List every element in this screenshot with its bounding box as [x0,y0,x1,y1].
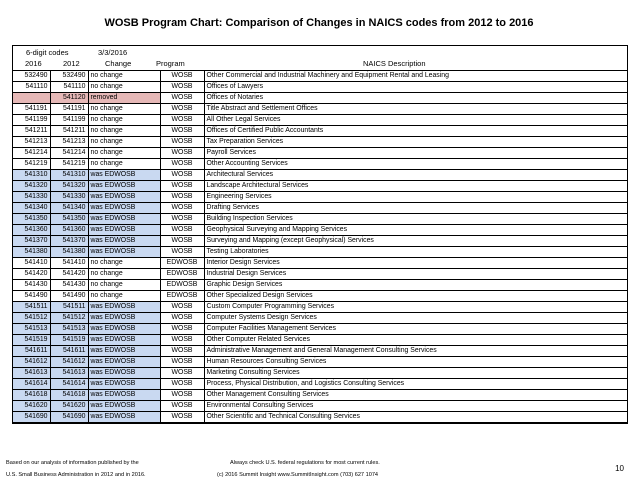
program-cell: EDWOSB [160,280,204,291]
code-2012-cell: 541320 [50,181,88,192]
code-2016-cell: 541613 [13,368,50,379]
code-2012-cell: 541612 [50,357,88,368]
change-cell: was EDWOSB [88,335,160,346]
code-2012-cell: 541120 [50,93,88,104]
code-2012-cell: 541614 [50,379,88,390]
code-2016-cell: 541380 [13,247,50,258]
code-2016-cell: 541320 [13,181,50,192]
code-2016-cell: 541490 [13,291,50,302]
program-cell: WOSB [160,236,204,247]
codes-label: 6-digit codes [26,48,69,57]
program-cell: EDWOSB [160,258,204,269]
description-cell: Administrative Management and General Management Consulting Services [204,346,627,357]
table-row [13,335,627,346]
program-cell: WOSB [160,357,204,368]
code-2016-cell: 541614 [13,379,50,390]
change-cell: was EDWOSB [88,401,160,412]
col-2016-header: 2016 [25,59,42,68]
description-cell: Human Resources Consulting Services [204,357,627,368]
table-row [13,192,627,203]
description-cell: Offices of Certified Public Accountants [204,126,627,137]
change-cell: no change [88,159,160,170]
program-cell: WOSB [160,203,204,214]
program-cell: WOSB [160,368,204,379]
table-row [13,368,627,379]
table-row [13,214,627,225]
code-2016-cell: 541519 [13,335,50,346]
code-2012-cell: 541513 [50,324,88,335]
col-2012-header: 2012 [63,59,80,68]
description-cell: Engineering Services [204,192,627,203]
description-cell: Computer Facilities Management Services [204,324,627,335]
table-row [13,412,627,423]
description-cell: Payroll Services [204,148,627,159]
table-row [13,203,627,214]
change-cell: was EDWOSB [88,214,160,225]
table-header [13,46,627,71]
description-cell: Surveying and Mapping (except Geophysical) Services [204,236,627,247]
program-cell: WOSB [160,225,204,236]
description-cell: Environmental Consulting Services [204,401,627,412]
code-2012-cell: 541690 [50,412,88,423]
change-cell: was EDWOSB [88,203,160,214]
code-2012-cell: 541618 [50,390,88,401]
description-cell: Offices of Lawyers [204,82,627,93]
description-cell: Other Specialized Design Services [204,291,627,302]
code-2012-cell: 532490 [50,71,88,82]
description-cell: All Other Legal Services [204,115,627,126]
footer-copyright: (c) 2016 Summit Insight www.SummitInsight.com (703) 627 1074 [217,472,379,478]
code-2012-cell: 541350 [50,214,88,225]
code-2012-cell: 541211 [50,126,88,137]
code-2016-cell: 541213 [13,137,50,148]
description-cell: Offices of Notaries [204,93,627,104]
description-cell: Industrial Design Services [204,269,627,280]
table-row [13,93,627,104]
code-2016-cell: 541191 [13,104,50,115]
change-cell: was EDWOSB [88,346,160,357]
code-2012-cell: 541410 [50,258,88,269]
code-2016-cell: 541512 [13,313,50,324]
program-cell: WOSB [160,346,204,357]
table-row [13,302,627,313]
code-2016-cell: 541199 [13,115,50,126]
description-cell: Landscape Architectural Services [204,181,627,192]
code-2012-cell: 541611 [50,346,88,357]
program-cell: WOSB [160,148,204,159]
code-2012-cell: 541380 [50,247,88,258]
description-cell: Building Inspection Services [204,214,627,225]
page-title: WOSB Program Chart: Comparison of Changes in NAICS codes from 2012 to 2016 [104,17,534,29]
code-2012-cell: 541213 [50,137,88,148]
program-cell: WOSB [160,104,204,115]
code-2016-cell: 541330 [13,192,50,203]
program-cell: WOSB [160,247,204,258]
description-cell: Testing Laboratories [204,247,627,258]
description-cell: Title Abstract and Settlement Offices [204,104,627,115]
program-cell: WOSB [160,115,204,126]
code-2016-cell [13,93,50,104]
table-row [13,115,627,126]
change-cell: no change [88,291,160,302]
program-cell: WOSB [160,379,204,390]
change-cell: was EDWOSB [88,170,160,181]
description-cell: Other Scientific and Technical Consulting Services [204,412,627,423]
program-cell: WOSB [160,313,204,324]
change-cell: no change [88,104,160,115]
change-cell: was EDWOSB [88,324,160,335]
table-row [13,313,627,324]
program-cell: WOSB [160,412,204,423]
change-cell: removed [88,93,160,104]
change-cell: no change [88,82,160,93]
description-cell: Graphic Design Services [204,280,627,291]
code-2016-cell: 541511 [13,302,50,313]
code-2016-cell: 541430 [13,280,50,291]
naics-table-sheet [12,45,628,424]
change-cell: no change [88,269,160,280]
code-2016-cell: 541612 [13,357,50,368]
table-row [13,137,627,148]
code-2016-cell: 541310 [13,170,50,181]
description-cell: Marketing Consulting Services [204,368,627,379]
code-2012-cell: 541613 [50,368,88,379]
code-2012-cell: 541511 [50,302,88,313]
code-2016-cell: 541214 [13,148,50,159]
table-row [13,247,627,258]
table-row [13,236,627,247]
col-change-header: Change [105,59,132,68]
program-cell: WOSB [160,137,204,148]
program-cell: WOSB [160,71,204,82]
change-cell: was EDWOSB [88,379,160,390]
table-row [13,225,627,236]
program-cell: WOSB [160,324,204,335]
change-cell: was EDWOSB [88,247,160,258]
change-cell: no change [88,137,160,148]
code-2012-cell: 541370 [50,236,88,247]
table-row [13,159,627,170]
program-cell: WOSB [160,192,204,203]
footer-disclaimer: Always check U.S. federal regulations for most current rules. [230,460,380,466]
table-row [13,71,627,82]
code-2012-cell: 541191 [50,104,88,115]
code-2012-cell: 541340 [50,203,88,214]
code-2016-cell: 541690 [13,412,50,423]
change-cell: no change [88,126,160,137]
program-cell: WOSB [160,302,204,313]
code-2016-cell: 541618 [13,390,50,401]
description-cell: Other Commercial and Industrial Machinery and Equipment Rental and Leasing [204,71,627,82]
code-2012-cell: 541199 [50,115,88,126]
code-2016-cell: 541211 [13,126,50,137]
change-cell: no change [88,280,160,291]
code-2016-cell: 541110 [13,82,50,93]
table-row [13,379,627,390]
table-row [13,170,627,181]
program-cell: WOSB [160,82,204,93]
description-cell: Drafting Services [204,203,627,214]
code-2012-cell: 541420 [50,269,88,280]
table-row [13,401,627,412]
change-cell: was EDWOSB [88,225,160,236]
program-cell: WOSB [160,181,204,192]
table-row [13,280,627,291]
change-cell: was EDWOSB [88,390,160,401]
page-number: 10 [615,464,624,473]
code-2012-cell: 541360 [50,225,88,236]
code-2016-cell: 541410 [13,258,50,269]
code-2012-cell: 541490 [50,291,88,302]
description-cell: Custom Computer Programming Services [204,302,627,313]
description-cell: Other Management Consulting Services [204,390,627,401]
table-row [13,148,627,159]
table-row [13,324,627,335]
code-2012-cell: 541620 [50,401,88,412]
code-2016-cell: 541360 [13,225,50,236]
program-cell: WOSB [160,214,204,225]
change-cell: no change [88,115,160,126]
change-cell: was EDWOSB [88,412,160,423]
code-2016-cell: 541420 [13,269,50,280]
program-cell: WOSB [160,126,204,137]
program-cell: WOSB [160,401,204,412]
code-2012-cell: 541430 [50,280,88,291]
code-2012-cell: 541110 [50,82,88,93]
code-2016-cell: 541513 [13,324,50,335]
change-cell: was EDWOSB [88,313,160,324]
table-row [13,346,627,357]
footer-source-line2: U.S. Small Business Administration in 2012 and in 2016. [6,472,146,478]
description-cell: Computer Systems Design Services [204,313,627,324]
table-row [13,258,627,269]
code-2012-cell: 541219 [50,159,88,170]
col-program-header: Program [156,59,185,68]
code-2016-cell: 541350 [13,214,50,225]
table-row [13,82,627,93]
table-row [13,357,627,368]
table-row [13,104,627,115]
change-cell: was EDWOSB [88,181,160,192]
code-2016-cell: 541620 [13,401,50,412]
change-cell: no change [88,71,160,82]
table-row [13,126,627,137]
col-desc-header: NAICS Description [363,59,426,68]
footer-source-line1: Based on our analysis of information published by the [6,460,139,466]
change-cell: was EDWOSB [88,368,160,379]
description-cell: Geophysical Surveying and Mapping Services [204,225,627,236]
date-label: 3/3/2016 [98,48,128,57]
code-2012-cell: 541512 [50,313,88,324]
code-2012-cell: 541310 [50,170,88,181]
program-cell: EDWOSB [160,269,204,280]
change-cell: was EDWOSB [88,357,160,368]
program-cell: WOSB [160,159,204,170]
table-row [13,291,627,302]
change-cell: was EDWOSB [88,302,160,313]
program-cell: WOSB [160,390,204,401]
table-row [13,181,627,192]
program-cell: WOSB [160,335,204,346]
code-2016-cell: 541340 [13,203,50,214]
code-2016-cell: 541370 [13,236,50,247]
description-cell: Architectural Services [204,170,627,181]
code-2012-cell: 541214 [50,148,88,159]
change-cell: no change [88,258,160,269]
program-cell: WOSB [160,170,204,181]
code-2016-cell: 541219 [13,159,50,170]
change-cell: no change [88,148,160,159]
naics-table [13,71,627,423]
change-cell: was EDWOSB [88,236,160,247]
code-2016-cell: 541611 [13,346,50,357]
code-2012-cell: 541519 [50,335,88,346]
table-row [13,269,627,280]
table-row [13,390,627,401]
description-cell: Other Accounting Services [204,159,627,170]
change-cell: was EDWOSB [88,192,160,203]
program-cell: WOSB [160,93,204,104]
program-cell: EDWOSB [160,291,204,302]
description-cell: Interior Design Services [204,258,627,269]
description-cell: Tax Preparation Services [204,137,627,148]
description-cell: Process, Physical Distribution, and Logistics Consulting Services [204,379,627,390]
description-cell: Other Computer Related Services [204,335,627,346]
code-2016-cell: 532490 [13,71,50,82]
code-2012-cell: 541330 [50,192,88,203]
